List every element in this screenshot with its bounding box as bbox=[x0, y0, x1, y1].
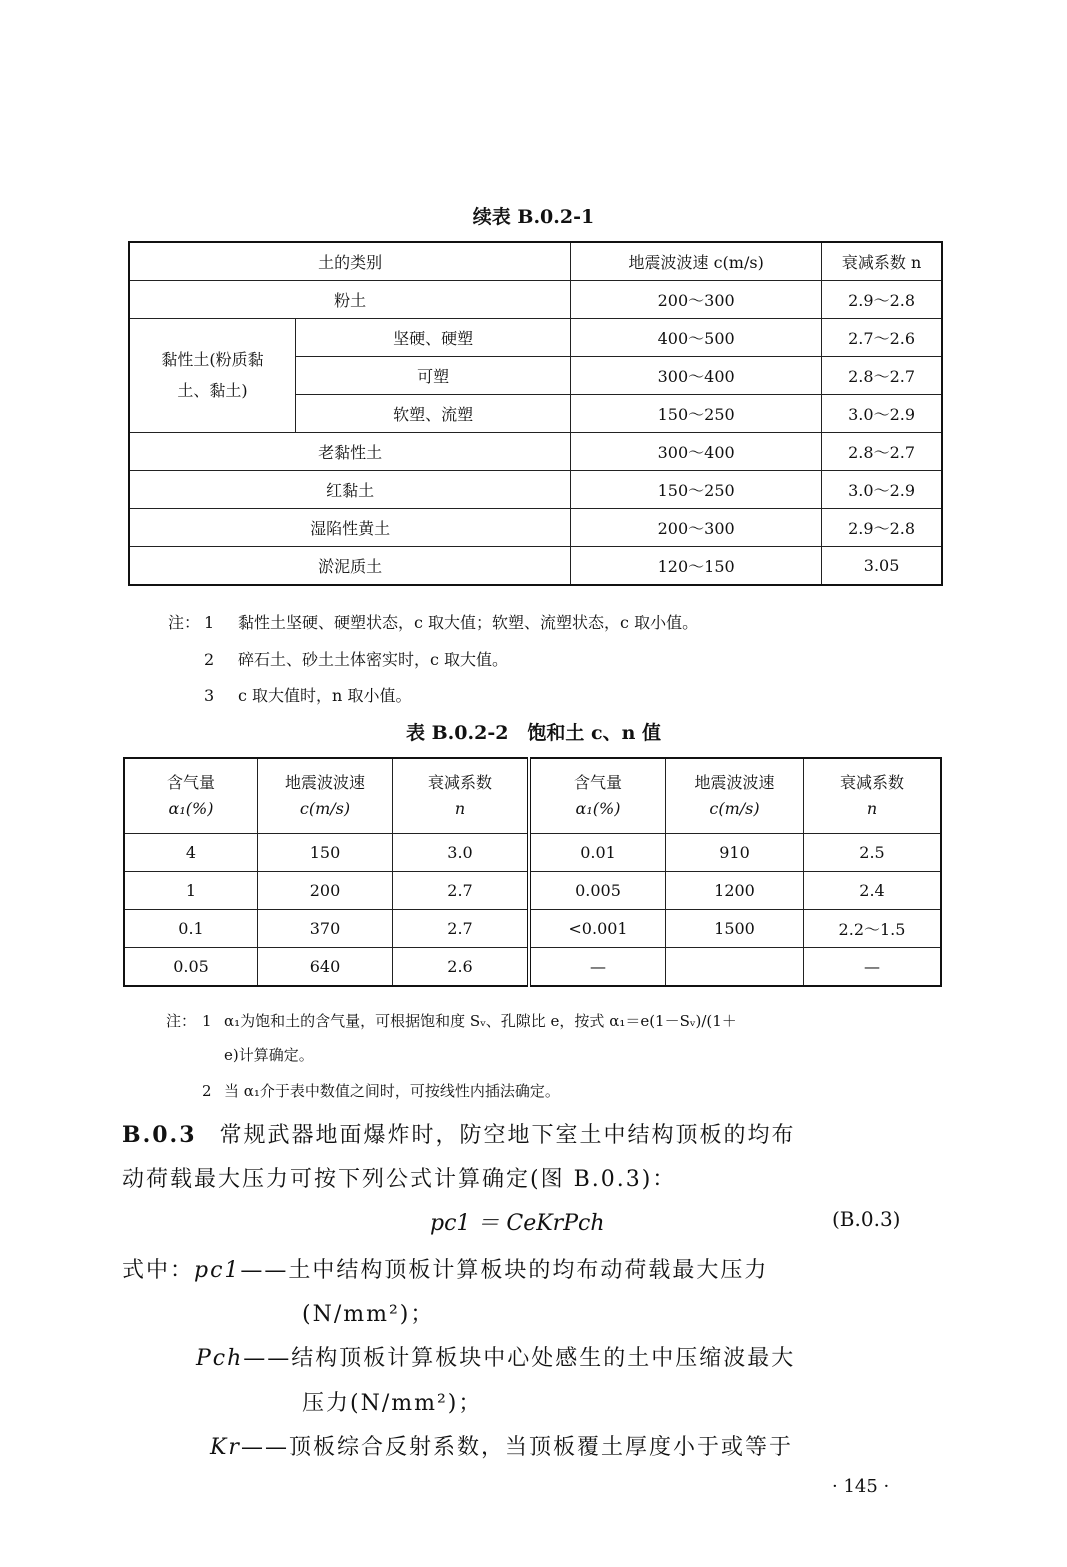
header-soil-type: 土的类别 bbox=[129, 242, 571, 281]
table-cell: 2.7 bbox=[393, 910, 530, 948]
soil-subtype: 坚硬、硬塑 bbox=[296, 319, 571, 357]
attenuation: 2.8～2.7 bbox=[822, 357, 942, 395]
table-row bbox=[129, 471, 942, 509]
table-row bbox=[129, 281, 942, 319]
table-cell: 1200 bbox=[666, 872, 804, 910]
table-cell: 2.2～1.5 bbox=[804, 910, 942, 948]
attenuation: 3.0～2.9 bbox=[822, 471, 942, 509]
table-cell: 2.7 bbox=[393, 872, 530, 910]
table1-note-2: 2 碎石土、砂土土体密实时，c 取大值。 bbox=[204, 650, 509, 669]
table2-caption: 表 B.0.2-2 饱和土 c、n 值 bbox=[405, 722, 662, 744]
table-cell: 2.6 bbox=[393, 948, 530, 987]
soil-subtype: 可塑 bbox=[296, 357, 571, 395]
soil-name: 老黏性土 bbox=[129, 433, 571, 471]
soil-name: 淤泥质土 bbox=[129, 547, 571, 586]
definition-pch-cont: 压力(N/mm²)； bbox=[302, 1391, 483, 1416]
definition-kr: Kr——顶板综合反射系数，当顶板覆土厚度小于或等于 bbox=[210, 1435, 793, 1460]
table1-caption: 续表 B.0.2-1 bbox=[472, 206, 595, 228]
attenuation: 3.05 bbox=[822, 547, 942, 586]
saturated-soil-table bbox=[123, 757, 942, 987]
attenuation: 3.0～2.9 bbox=[822, 395, 942, 433]
table-cell: — bbox=[804, 948, 942, 987]
soil-group-name: 黏性土(粉质黏土、黏土) bbox=[129, 319, 296, 433]
wave-speed: 150～250 bbox=[571, 395, 822, 433]
table-cell: 150 bbox=[258, 834, 393, 872]
definition-pc1-cont: (N/mm²)； bbox=[302, 1302, 435, 1327]
table-header-row bbox=[129, 242, 942, 281]
wave-speed: 200～300 bbox=[571, 509, 822, 547]
definition-pc1: 式中：pc1——土中结构顶板计算板块的均布动荷载最大压力 bbox=[122, 1258, 769, 1283]
section-number: B.0.3 bbox=[122, 1122, 197, 1148]
wave-speed: 300～400 bbox=[571, 357, 822, 395]
definition-pch: Pch——结构顶板计算板块中心处感生的土中压缩波最大 bbox=[196, 1346, 796, 1371]
table-row bbox=[124, 948, 941, 987]
header-attenuation: 衰减系数 n bbox=[822, 242, 942, 281]
table-row bbox=[129, 547, 942, 586]
soil-wave-table-continued bbox=[128, 241, 943, 586]
table-cell: — bbox=[529, 948, 666, 987]
table-cell: 2.5 bbox=[804, 834, 942, 872]
table-cell: 2.4 bbox=[804, 872, 942, 910]
table1-note-3: 3 c 取大值时，n 取小值。 bbox=[204, 686, 412, 705]
table-cell: 640 bbox=[258, 948, 393, 987]
table-cell: 3.0 bbox=[393, 834, 530, 872]
table-cell: 1500 bbox=[666, 910, 804, 948]
header-attenuation: 衰减系数 n bbox=[393, 758, 530, 834]
attenuation: 2.8～2.7 bbox=[822, 433, 942, 471]
header-wave-speed: 地震波波速 c(m/s) bbox=[258, 758, 393, 834]
section-b03-line2: 动荷载最大压力可按下列公式计算确定(图 B.0.3)： bbox=[122, 1167, 677, 1192]
soil-subtype: 软塑、流塑 bbox=[296, 395, 571, 433]
table-cell: 0.1 bbox=[124, 910, 258, 948]
soil-name: 湿陷性黄土 bbox=[129, 509, 571, 547]
table-cell: 370 bbox=[258, 910, 393, 948]
attenuation: 2.9～2.8 bbox=[822, 509, 942, 547]
table-cell: 4 bbox=[124, 834, 258, 872]
table-row bbox=[129, 433, 942, 471]
table2-note-1-cont: e)计算确定。 bbox=[224, 1046, 314, 1064]
table-cell: 0.05 bbox=[124, 948, 258, 987]
table-cell: <0.001 bbox=[529, 910, 666, 948]
wave-speed: 300～400 bbox=[571, 433, 822, 471]
table-cell: 1 bbox=[124, 872, 258, 910]
table-header-row bbox=[124, 758, 941, 834]
table2-note-1: 注： 1 α₁为饱和土的含气量，可根据饱和度 Sᵥ、孔隙比 e，按式 α₁＝e(1－Sᵥ)/(1＋ bbox=[166, 1012, 737, 1030]
table2-note-2: 2 当 α₁介于表中数值之间时，可按线性内插法确定。 bbox=[202, 1082, 560, 1100]
table-row bbox=[124, 834, 941, 872]
wave-speed: 200～300 bbox=[571, 281, 822, 319]
wave-speed: 150～250 bbox=[571, 471, 822, 509]
soil-name: 粉土 bbox=[129, 281, 571, 319]
table-row bbox=[124, 910, 941, 948]
table-cell: 0.005 bbox=[529, 872, 666, 910]
table-cell bbox=[666, 948, 804, 987]
formula-b03: pc1 ＝ CeKrPch bbox=[430, 1211, 605, 1236]
wave-speed: 400～500 bbox=[571, 319, 822, 357]
header-air-content: 含气量 α₁(%) bbox=[529, 758, 666, 834]
table-row bbox=[129, 319, 942, 357]
wave-speed: 120～150 bbox=[571, 547, 822, 586]
table-cell: 200 bbox=[258, 872, 393, 910]
table-cell: 0.01 bbox=[529, 834, 666, 872]
page-number: · 145 · bbox=[832, 1476, 890, 1497]
formula-number: (B.0.3) bbox=[832, 1207, 901, 1231]
table1-note-1: 注： 1 黏性土坚硬、硬塑状态，c 取大值；软塑、流塑状态，c 取小值。 bbox=[168, 613, 699, 632]
attenuation: 2.9～2.8 bbox=[822, 281, 942, 319]
table-cell: 910 bbox=[666, 834, 804, 872]
attenuation: 2.7～2.6 bbox=[822, 319, 942, 357]
section-b03-line1: B.0.3 常规武器地面爆炸时，防空地下室土中结构顶板的均布 bbox=[122, 1122, 796, 1148]
table-row bbox=[129, 509, 942, 547]
header-wave-speed: 地震波波速 c(m/s) bbox=[571, 242, 822, 281]
header-air-content: 含气量 α₁(%) bbox=[124, 758, 258, 834]
header-wave-speed: 地震波波速 c(m/s) bbox=[666, 758, 804, 834]
header-attenuation: 衰减系数 n bbox=[804, 758, 942, 834]
table-row bbox=[124, 872, 941, 910]
soil-name: 红黏土 bbox=[129, 471, 571, 509]
